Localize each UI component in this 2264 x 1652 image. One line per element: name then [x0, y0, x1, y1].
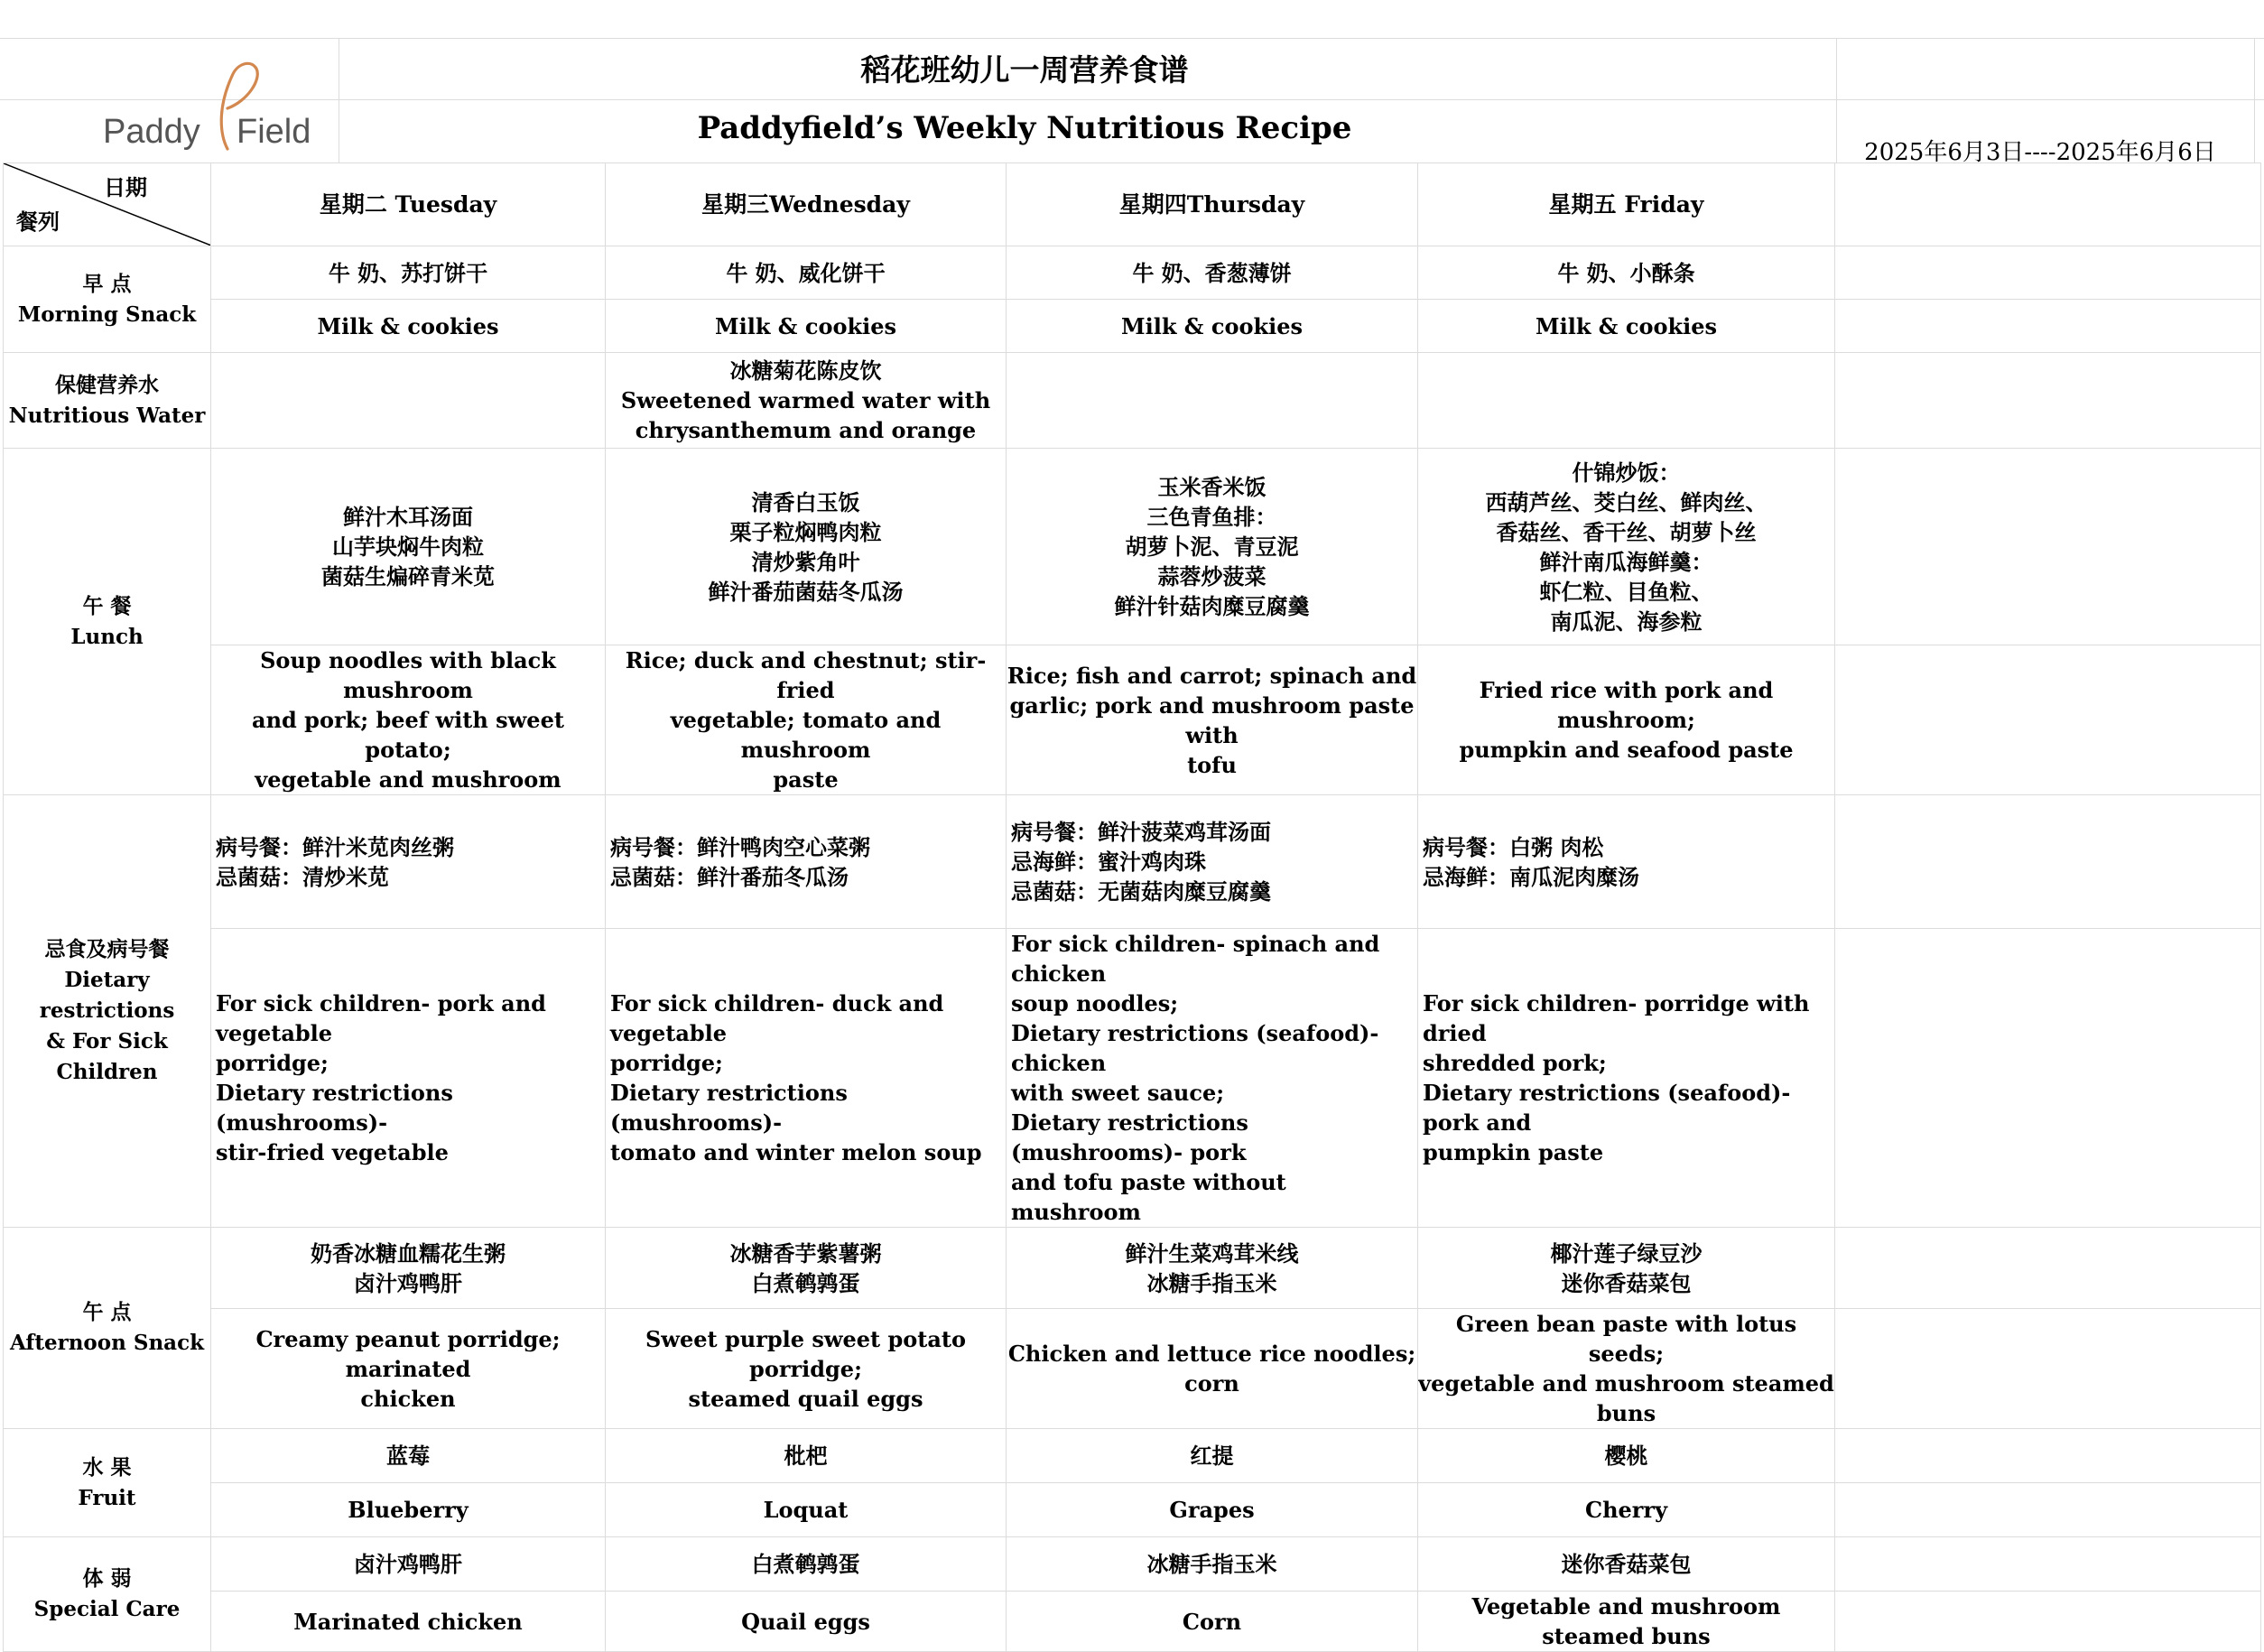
menu-cell: Rice; fish and carrot; spinach and garlic; pork and mushroom paste with tofu [1007, 645, 1418, 795]
menu-cell: 病号餐：白粥 肉松 忌海鲜：南瓜泥肉糜汤 [1418, 795, 1835, 929]
day-friday: 星期五 Friday [1418, 163, 1835, 246]
meal-label-special-care [4, 1537, 211, 1652]
menu-cell: 病号餐：鲜汁米苋肉丝粥 忌菌菇：清炒米苋 [211, 795, 606, 929]
water-row [4, 353, 2261, 449]
special-care-en-row [4, 1592, 2261, 1652]
empty-cell [1835, 1537, 2261, 1592]
menu-cell: 什锦炒饭： 西葫芦丝、茭白丝、鲜肉丝、 香菇丝、香干丝、胡萝卜丝 鲜汁南瓜海鲜羹： 虾仁粒、目鱼粒、 南瓜泥、海参粒 [1418, 449, 1835, 645]
meal-label-fruit [4, 1429, 211, 1537]
menu-cell: For sick children- porridge with dried shredded pork; Dietary restrictions (seafood)- pork and pumpkin paste [1418, 929, 1835, 1228]
meal-en: Special Care [33, 1597, 181, 1621]
weekly-menu-table [3, 162, 2261, 1652]
meal-cn: 体 弱 [82, 1566, 132, 1591]
dietary-en-row [4, 929, 2261, 1228]
menu-cell: 鲜汁木耳汤面 山芋块焖牛肉粒 菌菇生煸碎青米苋 [211, 449, 606, 645]
empty-cell [1835, 795, 2261, 929]
dietary-row [4, 795, 2261, 929]
menu-cell [211, 353, 606, 449]
morning-snack-row [4, 246, 2261, 300]
empty-cell [1835, 929, 2261, 1228]
menu-cell: For sick children- spinach and chicken soup noodles; Dietary restrictions (seafood)- chicken with sweet sauce; Dietary restrictions (mushrooms)- pork and tofu paste without mushroom [1007, 929, 1418, 1228]
lunch-row [4, 449, 2261, 645]
menu-cell: 卤汁鸡鸭肝 [211, 1537, 606, 1592]
menu-cell: Fried rice with pork and mushroom; pumpkin and seafood paste [1418, 645, 1835, 795]
menu-cell: Creamy peanut porridge; marinated chicken [211, 1309, 606, 1429]
menu-cell: 清香白玉饭 栗子粒焖鸭肉粒 清炒紫角叶 鲜汁番茄菌菇冬瓜汤 [606, 449, 1007, 645]
logo-text-left: Paddy [103, 113, 200, 151]
menu-cell: Milk & cookies [1007, 300, 1418, 353]
meal-en: Afternoon Snack [9, 1331, 205, 1355]
menu-cell: Milk & cookies [606, 300, 1007, 353]
menu-cell: Loquat [606, 1483, 1007, 1537]
empty-cell [1835, 246, 2261, 300]
special-care-row [4, 1537, 2261, 1592]
menu-cell: 蓝莓 [211, 1429, 606, 1483]
corner-date-label: 日期 [104, 174, 147, 200]
logo-text-right: Field [237, 113, 311, 151]
menu-cell: 牛 奶、苏打饼干 [211, 246, 606, 300]
empty-cell [1835, 353, 2261, 449]
menu-cell: 冰糖手指玉米 [1007, 1537, 1418, 1592]
menu-cell: Milk & cookies [211, 300, 606, 353]
menu-cell: 牛 奶、小酥条 [1418, 246, 1835, 300]
meal-cn: 早 点 [82, 271, 132, 296]
empty-cell [1835, 300, 2261, 353]
meal-label-morning-snack [4, 246, 211, 353]
title-chinese: 稻花班幼儿一周营养食谱 [860, 52, 1189, 88]
menu-cell: 红提 [1007, 1429, 1418, 1483]
menu-cell: Quail eggs [606, 1592, 1007, 1652]
afternoon-snack-en-row [4, 1309, 2261, 1429]
menu-cell [1007, 353, 1418, 449]
empty-cell [1835, 1228, 2261, 1309]
menu-cell: Chicken and lettuce rice noodles; corn [1007, 1309, 1418, 1429]
menu-cell: 病号餐：鲜汁鸭肉空心菜粥 忌菌菇：鲜汁番茄冬瓜汤 [606, 795, 1007, 929]
meal-label-lunch [4, 449, 211, 795]
empty-cell [1835, 449, 2261, 645]
title-english: Paddyfield’s Weekly Nutritious Recipe [697, 110, 1352, 146]
meal-label-afternoon-snack [4, 1228, 211, 1429]
menu-cell: Grapes [1007, 1483, 1418, 1537]
meal-label-dietary [4, 795, 211, 1228]
menu-cell: Vegetable and mushroom steamed buns [1418, 1592, 1835, 1652]
meal-cn: 忌食及病号餐 [44, 937, 170, 961]
day-header-row [4, 163, 2261, 246]
meal-cn: 午 点 [82, 1300, 132, 1324]
menu-cell: Soup noodles with black mushroom and pork; beef with sweet potato; vegetable and mushroom [211, 645, 606, 795]
menu-cell: 鲜汁生菜鸡茸米线 冰糖手指玉米 [1007, 1228, 1418, 1309]
meal-en: Morning Snack [17, 302, 197, 327]
menu-cell: 白煮鹌鹑蛋 [606, 1537, 1007, 1592]
meal-en: Lunch [70, 624, 144, 649]
menu-cell: 冰糖菊花陈皮饮 Sweetened warmed water with chrysanthemum and orange [606, 353, 1007, 449]
empty-cell [1835, 645, 2261, 795]
empty-cell [1835, 1309, 2261, 1429]
menu-cell: 牛 奶、威化饼干 [606, 246, 1007, 300]
meal-cn: 午 餐 [82, 593, 132, 618]
gridline [0, 99, 2264, 100]
menu-cell: 冰糖香芋紫薯粥 白煮鹌鹑蛋 [606, 1228, 1007, 1309]
menu-cell: 病号餐：鲜汁菠菜鸡茸汤面 忌海鲜：蜜汁鸡肉珠 忌菌菇：无菌菇肉糜豆腐羹 [1007, 795, 1418, 929]
meal-en: Dietary restrictions & For Sick Children [39, 968, 175, 1084]
menu-cell: Corn [1007, 1592, 1418, 1652]
menu-cell: For sick children- duck and vegetable porridge; Dietary restrictions (mushrooms)- tomato and winter melon soup [606, 929, 1007, 1228]
gridline [2254, 38, 2255, 162]
lunch-en-row [4, 645, 2261, 795]
menu-cell: 迷你香菇菜包 [1418, 1537, 1835, 1592]
meal-cn: 水 果 [82, 1454, 132, 1480]
menu-cell: For sick children- pork and vegetable porridge; Dietary restrictions (mushrooms)- stir-fried vegetable [211, 929, 606, 1228]
menu-cell: Blueberry [211, 1483, 606, 1537]
meal-en: Nutritious Water [8, 403, 206, 428]
menu-cell: Green bean paste with lotus seeds; vegetable and mushroom steamed buns [1418, 1309, 1835, 1429]
menu-cell: 玉米香米饭 三色青鱼排： 胡萝卜泥、青豆泥 蒜蓉炒菠菜 鲜汁针菇肉糜豆腐羹 [1007, 449, 1418, 645]
menu-cell [1418, 353, 1835, 449]
menu-cell: 牛 奶、香葱薄饼 [1007, 246, 1418, 300]
menu-cell: Cherry [1418, 1483, 1835, 1537]
menu-cell: Marinated chicken [211, 1592, 606, 1652]
menu-cell: 椰汁莲子绿豆沙 迷你香菇菜包 [1418, 1228, 1835, 1309]
menu-cell: Rice; duck and chestnut; stir-fried vegetable; tomato and mushroom paste [606, 645, 1007, 795]
day-thursday: 星期四Thursday [1007, 163, 1418, 246]
empty-cell [1835, 1592, 2261, 1652]
menu-cell: 樱桃 [1418, 1429, 1835, 1483]
fruit-en-row [4, 1483, 2261, 1537]
menu-cell: 枇杷 [606, 1429, 1007, 1483]
meal-label-water [4, 353, 211, 449]
empty-cell [1835, 1429, 2261, 1483]
corner-meal-label: 餐列 [16, 209, 60, 235]
menu-cell: Milk & cookies [1418, 300, 1835, 353]
date-range: 2025年6月3日----2025年6月6日 [1864, 139, 2216, 166]
meal-en: Fruit [78, 1485, 136, 1510]
empty-cell [1835, 163, 2261, 246]
afternoon-snack-row [4, 1228, 2261, 1309]
corner-cell [4, 163, 211, 246]
empty-cell [1835, 1483, 2261, 1537]
meal-cn: 保健营养水 [55, 372, 159, 397]
morning-snack-en-row [4, 300, 2261, 353]
menu-cell: Sweet purple sweet potato porridge; steamed quail eggs [606, 1309, 1007, 1429]
menu-cell: 奶香冰糖血糯花生粥 卤汁鸡鸭肝 [211, 1228, 606, 1309]
fruit-row [4, 1429, 2261, 1483]
gridline [0, 38, 2264, 39]
day-wednesday: 星期三Wednesday [606, 163, 1007, 246]
day-tuesday: 星期二 Tuesday [211, 163, 606, 246]
